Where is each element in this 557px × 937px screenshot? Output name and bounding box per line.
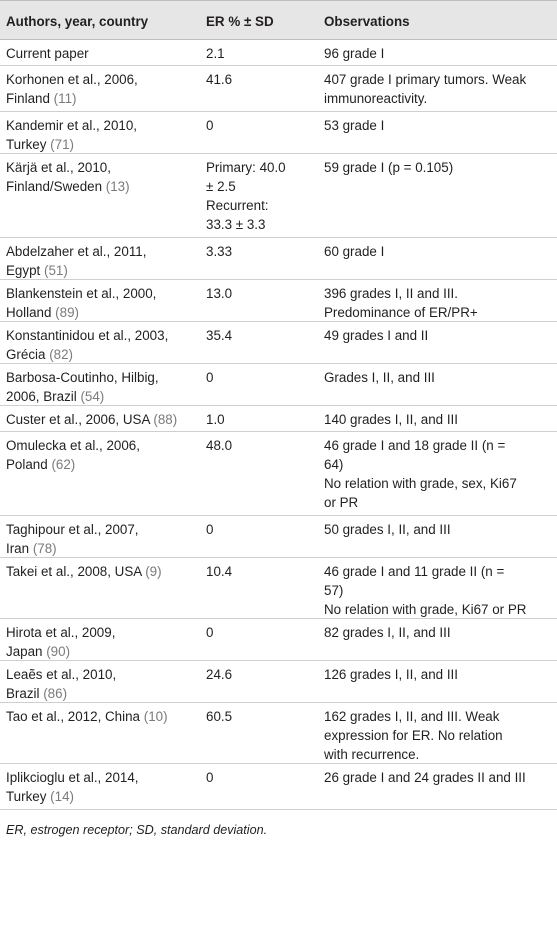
cell-observations — [324, 703, 557, 764]
observation-text: 96 grade I — [324, 46, 385, 61]
author-text: Takei et al., 2008, USA — [6, 564, 142, 579]
author-text-line2: 2006, Brazil — [6, 389, 77, 404]
cell-author — [0, 280, 206, 322]
cell-author — [0, 40, 206, 63]
table-row — [0, 406, 557, 432]
author-text-line2: Iran — [6, 541, 30, 556]
cell-er — [206, 406, 324, 429]
author-text-line2: Holland — [6, 305, 52, 320]
er-value: Recurrent: — [206, 198, 269, 213]
cell-author — [0, 764, 206, 806]
cell-er — [206, 364, 324, 387]
cell-er — [206, 40, 324, 63]
table-row — [0, 66, 557, 112]
observation-text: 64) — [324, 457, 344, 472]
er-value: 0 — [206, 770, 214, 785]
table-header — [0, 0, 557, 40]
author-text-line2: Turkey — [6, 137, 47, 152]
cell-er — [206, 66, 324, 89]
author-text: Leaẽs et al., 2010, — [6, 667, 117, 682]
cell-observations — [324, 558, 557, 619]
er-value: 2.1 — [206, 46, 225, 61]
cell-author — [0, 66, 206, 108]
cell-observations — [324, 280, 557, 322]
author-text-line2: Grécia — [6, 347, 46, 362]
reference-link[interactable]: (14) — [50, 789, 74, 804]
er-value: 41.6 — [206, 72, 233, 87]
reference-link[interactable]: (51) — [43, 263, 68, 278]
er-value: ± 2.5 — [206, 179, 236, 194]
cell-observations — [324, 406, 557, 429]
cell-observations — [324, 322, 557, 345]
reference-link[interactable]: (89) — [55, 305, 79, 320]
cell-author — [0, 112, 206, 154]
er-value: 24.6 — [206, 667, 233, 682]
cell-er — [206, 432, 324, 455]
reference-link[interactable]: (9) — [145, 564, 162, 579]
reference-link[interactable]: (78) — [32, 541, 57, 556]
author-text-line2: Turkey — [6, 789, 47, 804]
table-row — [0, 154, 557, 238]
cell-observations — [324, 364, 557, 387]
cell-author — [0, 154, 206, 196]
reference-link[interactable]: (54) — [80, 389, 105, 404]
table-body — [0, 40, 557, 810]
observation-text: 46 grade I and 18 grade II (n = — [324, 438, 506, 453]
cell-er — [206, 558, 324, 581]
cell-author — [0, 619, 206, 661]
observation-text: 60 grade I — [324, 244, 385, 259]
observation-text: immunoreactivity. — [324, 91, 428, 106]
er-value: 0 — [206, 118, 214, 133]
cell-author — [0, 516, 206, 558]
observation-text: 82 grades I, II, and III — [324, 625, 451, 640]
header-observations: Observations — [324, 14, 410, 29]
cell-er — [206, 112, 324, 135]
table-row — [0, 112, 557, 154]
cell-er — [206, 516, 324, 539]
author-text: Hirota et al., 2009, — [6, 625, 116, 640]
er-value: 13.0 — [206, 286, 233, 301]
author-text: Omulecka et al., 2006, — [6, 438, 140, 453]
author-text: Kärjä et al., 2010, — [6, 160, 111, 175]
cell-author — [0, 364, 206, 406]
observation-text: 59 grade I (p = 0.105) — [324, 160, 454, 175]
cell-observations — [324, 238, 557, 261]
author-text-line2: Brazil — [6, 686, 40, 701]
table-row — [0, 516, 557, 558]
er-value: 60.5 — [206, 709, 233, 724]
table-row — [0, 619, 557, 661]
cell-author — [0, 558, 206, 581]
observation-text: 162 grades I, II, and III. Weak — [324, 709, 500, 724]
cell-er — [206, 238, 324, 261]
cell-author — [0, 661, 206, 703]
cell-author — [0, 406, 206, 429]
table-row — [0, 432, 557, 516]
reference-link[interactable]: (11) — [53, 91, 77, 106]
reference-link[interactable]: (13) — [105, 179, 130, 194]
observation-text: 57) — [324, 583, 344, 598]
er-value: Primary: 40.0 — [206, 160, 286, 175]
table-row — [0, 238, 557, 280]
author-text: Custer et al., 2006, USA — [6, 412, 150, 427]
cell-er — [206, 322, 324, 345]
observation-text: 50 grades I, II, and III — [324, 522, 451, 537]
author-text: Tao et al., 2012, China — [6, 709, 140, 724]
observation-text: Predominance of ER/PR+ — [324, 305, 478, 320]
observation-text: expression for ER. No relation — [324, 728, 503, 743]
cell-observations — [324, 40, 557, 63]
cell-observations — [324, 432, 557, 512]
author-text: Taghipour et al., 2007, — [6, 522, 139, 537]
table-row — [0, 764, 557, 810]
header-authors: Authors, year, country — [6, 14, 149, 29]
cell-er — [206, 280, 324, 303]
observation-text: 53 grade I — [324, 118, 385, 133]
author-text: Blankenstein et al., 2000, — [6, 286, 157, 301]
cell-er — [206, 703, 324, 726]
observation-text: 49 grades I and II — [324, 328, 429, 343]
author-text-line2: Finland — [6, 91, 50, 106]
table-row — [0, 703, 557, 764]
author-text: Abdelzaher et al., 2011, — [6, 244, 147, 259]
author-text: Konstantinidou et al., 2003, — [6, 328, 169, 343]
table-row — [0, 364, 557, 406]
reference-link[interactable]: (88) — [153, 412, 178, 427]
author-text-line2: Egypt — [6, 263, 41, 278]
cell-er — [206, 619, 324, 642]
author-text: Current paper — [6, 46, 89, 61]
cell-observations — [324, 661, 557, 684]
table-row — [0, 558, 557, 619]
table-row — [0, 280, 557, 322]
author-text: Barbosa-Coutinho, Hilbig, — [6, 370, 159, 385]
observation-text: No relation with grade, sex, Ki67 — [324, 476, 517, 491]
reference-link[interactable]: (90) — [46, 644, 71, 659]
reference-link[interactable]: (71) — [50, 137, 74, 152]
observation-text: 407 grade I primary tumors. Weak — [324, 72, 527, 87]
cell-er — [206, 154, 324, 234]
table-row — [0, 40, 557, 66]
er-value: 48.0 — [206, 438, 233, 453]
cell-author — [0, 703, 206, 726]
cell-observations — [324, 619, 557, 642]
er-value: 33.3 ± 3.3 — [206, 217, 266, 232]
cell-observations — [324, 112, 557, 135]
er-value: 0 — [206, 522, 214, 537]
reference-link[interactable]: (86) — [43, 686, 68, 701]
observation-text: 126 grades I, II, and III — [324, 667, 458, 682]
reference-link[interactable]: (10) — [143, 709, 168, 724]
header-er: ER % ± SD — [206, 14, 274, 29]
cell-observations — [324, 516, 557, 539]
cell-er — [206, 661, 324, 684]
reference-link[interactable]: (62) — [51, 457, 76, 472]
author-text-line2: Poland — [6, 457, 48, 472]
er-value: 1.0 — [206, 412, 225, 427]
author-text-line2: Finland/Sweden — [6, 179, 103, 194]
er-value: 0 — [206, 370, 214, 385]
observation-text: 26 grade I and 24 grades II and III — [324, 770, 526, 785]
observation-text: or PR — [324, 495, 359, 510]
cell-er — [206, 764, 324, 787]
cell-observations — [324, 154, 557, 177]
observation-text: with recurrence. — [324, 747, 420, 762]
observation-text: 396 grades I, II and III. — [324, 286, 458, 301]
observation-text: 46 grade I and 11 grade II (n = — [324, 564, 505, 579]
author-text: Kandemir et al., 2010, — [6, 118, 138, 133]
er-value: 10.4 — [206, 564, 233, 579]
er-value: 35.4 — [206, 328, 233, 343]
reference-link[interactable]: (82) — [49, 347, 74, 362]
er-value: 3.33 — [206, 244, 233, 259]
author-text-line2: Japan — [6, 644, 43, 659]
cell-author — [0, 432, 206, 474]
table-footnote: ER, estrogen receptor; SD, standard deviation. — [6, 823, 268, 837]
observation-text: 140 grades I, II, and III — [324, 412, 458, 427]
observation-text: No relation with grade, Ki67 or PR — [324, 602, 527, 617]
cell-author — [0, 322, 206, 364]
er-value: 0 — [206, 625, 214, 640]
cell-observations — [324, 764, 557, 787]
table-row — [0, 661, 557, 703]
cell-observations — [324, 66, 557, 108]
cell-author — [0, 238, 206, 280]
author-text: Iplikcioglu et al., 2014, — [6, 770, 139, 785]
observation-text: Grades I, II, and III — [324, 370, 435, 385]
table-row — [0, 322, 557, 364]
author-text: Korhonen et al., 2006, — [6, 72, 138, 87]
